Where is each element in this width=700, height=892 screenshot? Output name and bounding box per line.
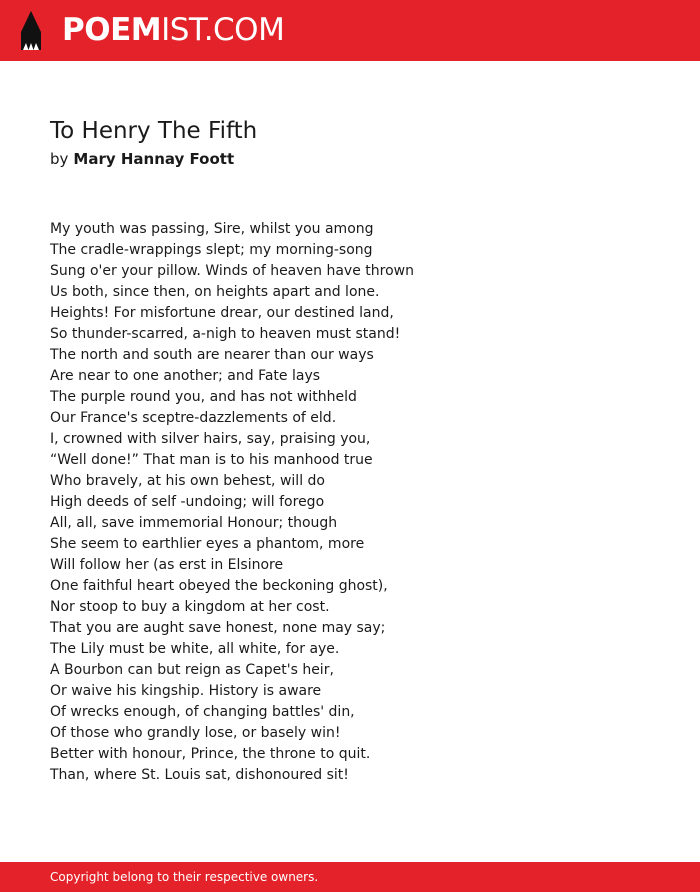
poem-line: Who bravely, at his own behest, will do <box>50 473 325 489</box>
poem-line: She seem to earthlier eyes a phantom, more <box>50 536 365 552</box>
pencil-tip-icon[interactable] <box>18 10 44 52</box>
poem-title: To Henry The Fifth <box>50 118 258 144</box>
poem-line: All, all, save immemorial Honour; though <box>50 515 338 531</box>
poem-line: Will follow her (as erst in Elsinore <box>50 557 284 573</box>
poem-line: Our France's sceptre-dazzlements of eld. <box>50 410 337 426</box>
poem-line: I, crowned with silver hairs, say, praising you, <box>50 431 371 447</box>
poem-line: A Bourbon can but reign as Capet's heir, <box>50 662 334 678</box>
poem-line: Of those who grandly lose, or basely win! <box>50 725 341 741</box>
poem-line: That you are aught save honest, none may say; <box>50 620 386 636</box>
poem-line: The cradle-wrappings slept; my morning-song <box>50 242 373 258</box>
poem-body <box>50 219 650 786</box>
site-footer <box>0 862 700 892</box>
poem-line: Heights! For misfortune drear, our destined land, <box>50 305 394 321</box>
poem-line: The north and south are nearer than our ways <box>50 347 374 363</box>
logo-light-text: IST.COM <box>161 12 285 48</box>
poem-line: Are near to one another; and Fate lays <box>50 368 321 384</box>
poem-line: Nor stoop to buy a kingdom at her cost. <box>50 599 330 615</box>
poem-line: One faithful heart obeyed the beckoning ghost), <box>50 578 388 594</box>
poem-line: Us both, since then, on heights apart and lone. <box>50 284 380 300</box>
copyright-notice: Copyright belong to their respective owners. <box>50 870 319 884</box>
poem-line: “Well done!” That man is to his manhood true <box>50 452 373 468</box>
poem-line: Than, where St. Louis sat, dishonoured sit! <box>50 767 349 783</box>
site-header <box>0 0 700 61</box>
poem-line: The purple round you, and has not withheld <box>50 389 357 405</box>
poem-line: The Lily must be white, all white, for aye. <box>50 641 340 657</box>
poem-line: Or waive his kingship. History is aware <box>50 683 322 699</box>
logo-bold-text: POEM <box>62 12 162 48</box>
byline <box>50 149 234 169</box>
poem-line: Better with honour, Prince, the throne to quit. <box>50 746 371 762</box>
author-name: Mary Hannay Foott <box>73 150 235 168</box>
poem-line: Sung o'er your pillow. Winds of heaven have thrown <box>50 263 414 279</box>
poem-line: So thunder-scarred, a-nigh to heaven must stand! <box>50 326 401 342</box>
poem-line: My youth was passing, Sire, whilst you among <box>50 221 374 237</box>
site-logo[interactable] <box>62 12 284 48</box>
by-label: by <box>50 150 69 168</box>
poem-line: High deeds of self -undoing; will forego <box>50 494 325 510</box>
poem-line: Of wrecks enough, of changing battles' din, <box>50 704 355 720</box>
